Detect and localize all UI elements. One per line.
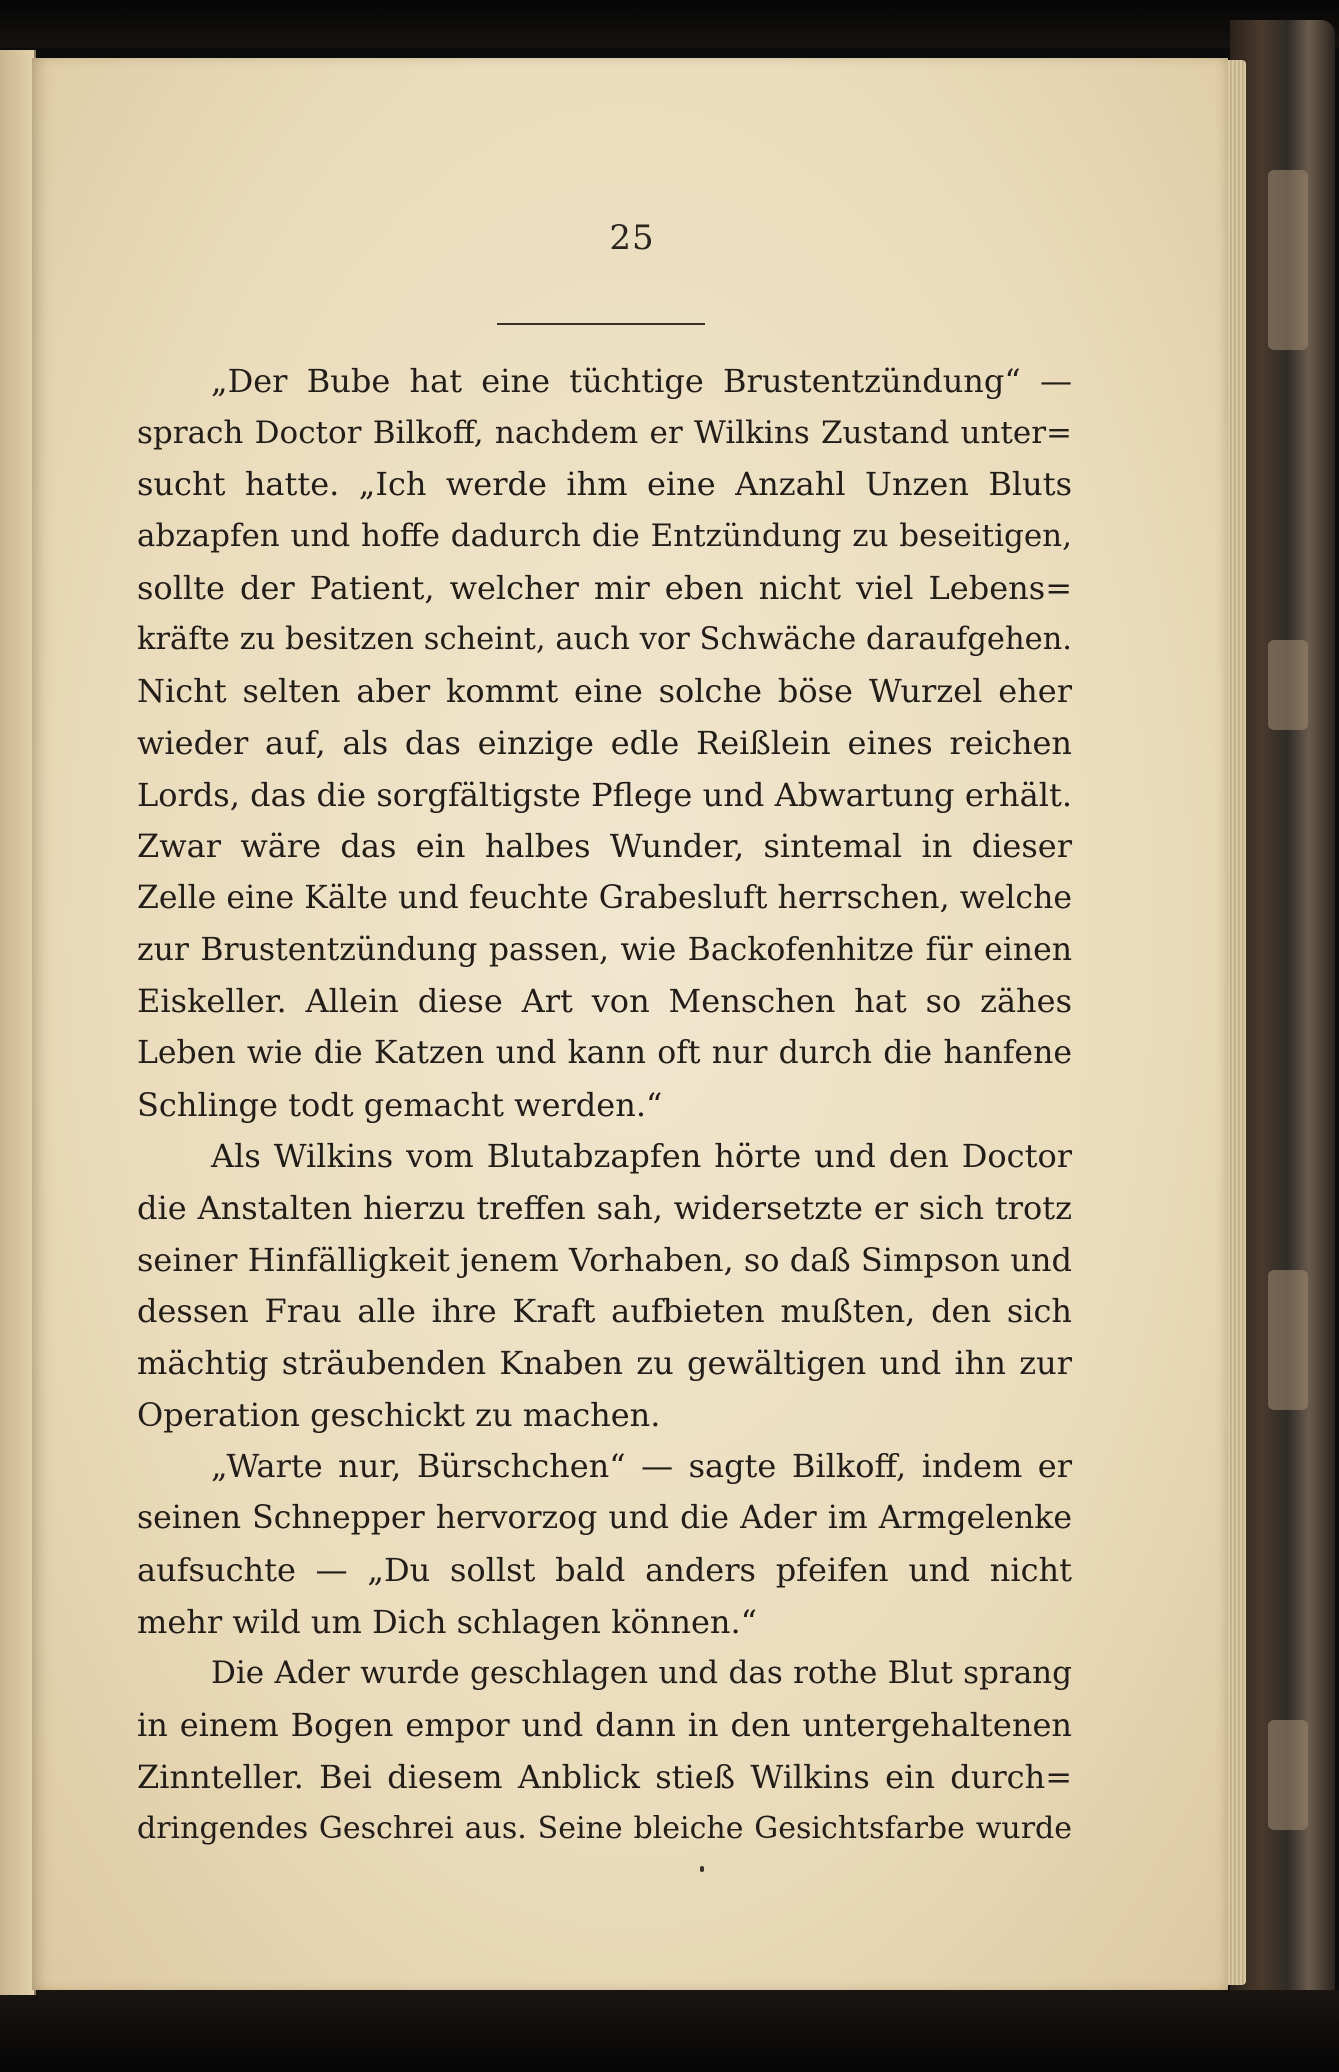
text-line: Eiskeller. Allein diese Art von Menschen hat so zähes	[137, 982, 1072, 1021]
text-line: Die Ader wurde geschlagen und das rothe Blut sprang	[211, 1655, 1072, 1692]
facing-page-edge	[0, 50, 36, 1995]
text-line: kräfte zu besitzen scheint, auch vor Schwäche daraufgehen.	[137, 622, 1072, 658]
text-line: Nicht selten aber kommt eine solche böse Wurzel eher	[137, 672, 1072, 711]
text-line: Zwar wäre das ein halbes Wunder, sintemal in dieser	[137, 827, 1072, 866]
text-line: Schlinge todt gemacht werden.“	[137, 1085, 663, 1124]
text-line: aufsuchte — „Du sollst bald anders pfeifen und nicht	[137, 1550, 1072, 1589]
cover-wear	[1268, 640, 1308, 730]
text-line: seiner Hinfälligkeit jenem Vorhaben, so daß Simpson und	[137, 1240, 1072, 1279]
text-line: zur Brustentzündung passen, wie Backofenhitze für einen	[137, 931, 1072, 968]
text-line: dringendes Geschrei aus. Seine bleiche Gesichtsfarbe wurde	[137, 1811, 1072, 1847]
book-page	[32, 58, 1228, 1990]
text-line: Als Wilkins vom Blutabzapfen hörte und den Doctor	[211, 1137, 1072, 1176]
cover-wear	[1268, 1720, 1308, 1830]
text-line: Operation geschickt zu machen.	[137, 1395, 661, 1434]
page-number-rule	[497, 323, 705, 325]
text-line: in einem Bogen empor und dann in den untergehaltenen	[137, 1705, 1072, 1744]
text-line: „Der Bube hat eine tüchtige Brustentzündung“ —	[211, 362, 1072, 400]
text-line: sprach Doctor Bilkoff, nachdem er Wilkins Zustand unter=	[137, 414, 1072, 451]
cover-wear	[1268, 1270, 1308, 1410]
text-line: abzapfen und hoffe dadurch die Entzündung zu beseitigen,	[137, 518, 1072, 555]
text-line: mächtig sträubenden Knaben zu gewältigen und ihn zur	[137, 1344, 1072, 1383]
text-line: wieder auf, als das einzige edle Reißlein eines reichen	[137, 723, 1072, 762]
text-line: dessen Frau alle ihre Kraft aufbieten mußten, den sich	[137, 1292, 1072, 1331]
text-line: Leben wie die Katzen und kann oft nur durch die hanfene	[137, 1034, 1072, 1071]
text-line: sucht hatte. „Ich werde ihm eine Anzahl Unzen Bluts	[137, 465, 1072, 504]
text-line: seinen Schnepper hervorzog und die Ader im Armgelenke	[137, 1500, 1072, 1537]
text-line: sollte der Patient, welcher mir eben nicht viel Lebens=	[137, 568, 1072, 607]
text-line: Lords, das die sorgfältigste Pflege und Abwartung erhält.	[137, 775, 1072, 814]
page-number: 25	[609, 218, 655, 258]
book-cover-bottom	[0, 1990, 1339, 2072]
text-line: mehr wild um Dich schlagen können.“	[137, 1602, 758, 1641]
body-text	[137, 356, 1072, 1855]
text-line: „Warte nur, Bürschchen“ — sagte Bilkoff, indem er	[211, 1447, 1072, 1486]
book-cover-top	[0, 0, 1339, 48]
ink-mark	[700, 1866, 704, 1872]
text-line: die Anstalten hierzu treffen sah, widersetzte er sich trotz	[137, 1189, 1072, 1227]
text-line: Zinnteller. Bei diesem Anblick stieß Wilkins ein durch=	[137, 1757, 1072, 1796]
cover-wear	[1268, 170, 1308, 350]
text-line: Zelle eine Kälte und feuchte Grabesluft herrschen, welche	[137, 879, 1072, 916]
